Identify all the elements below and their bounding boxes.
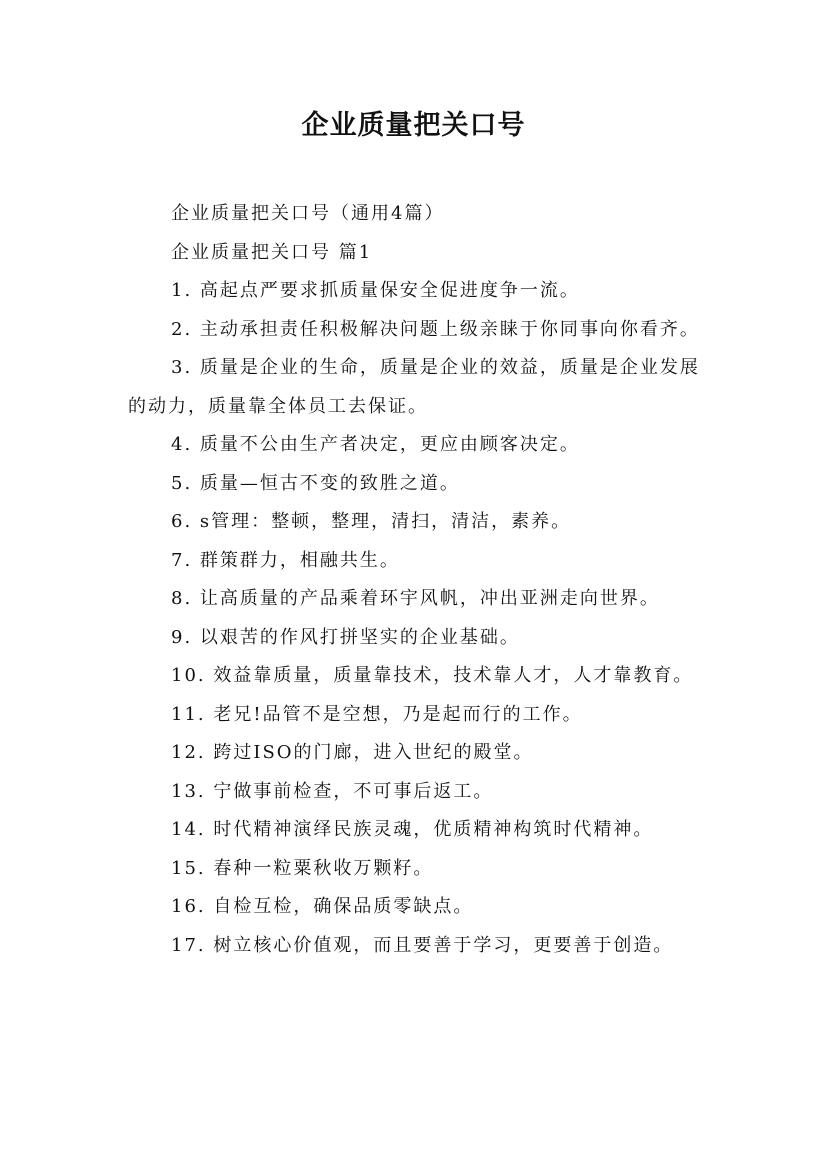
document-title: 企业质量把关口号 xyxy=(301,110,526,141)
slogan-item: 10. 效益靠质量，质量靠技术，技术靠人才，人才靠教育。 xyxy=(171,665,694,686)
paragraph-section-heading: 企业质量把关口号 篇1 xyxy=(171,241,373,263)
slogan-item: 4. 质量不公由生产者决定，更应由顾客决定。 xyxy=(171,434,580,455)
slogan-item: 13. 宁做事前检查，不可事后返工。 xyxy=(171,780,494,802)
slogan-item: 1. 高起点严要求抓质量保安全促进度争一流。 xyxy=(171,280,580,301)
slogan-item: 7. 群策群力，相融共生。 xyxy=(171,549,400,571)
paragraph-subtitle: 企业质量把关口号（通用4篇） xyxy=(171,203,445,224)
slogan-item: 15. 春种一粒粟秋收万颗籽。 xyxy=(171,857,434,879)
slogan-item: 11. 老兄!品管不是空想，乃是起而行的工作。 xyxy=(171,703,583,725)
slogan-item: 2. 主动承担责任积极解决问题上级亲睐于你同事向你看齐。 xyxy=(171,318,700,340)
slogan-item: 5. 质量—恒古不变的致胜之道。 xyxy=(171,472,460,494)
slogan-item: 8. 让高质量的产品乘着环宇风帆，冲出亚洲走向世界。 xyxy=(171,588,660,609)
slogan-item: 17. 树立核心价值观，而且要善于学习，更要善于创造。 xyxy=(171,934,674,956)
slogan-item: 3. 质量是企业的生命，质量是企业的效益，质量是企业发展的动力，质量靠全体员工去保证。 xyxy=(128,357,700,417)
slogan-item: 16. 自检互检，确保品质零缺点。 xyxy=(171,896,474,917)
slogan-item: 6. s管理：整顿，整理，清扫，清洁，素养。 xyxy=(171,511,572,532)
slogan-item: 9. 以艰苦的作风打拼坚实的企业基础。 xyxy=(171,626,520,648)
slogan-item: 12. 跨过ISO的门廊，进入世纪的殿堂。 xyxy=(171,742,534,763)
document-body xyxy=(128,195,718,965)
slogan-item: 14. 时代精神演绎民族灵魂，优质精神构筑时代精神。 xyxy=(171,819,654,840)
